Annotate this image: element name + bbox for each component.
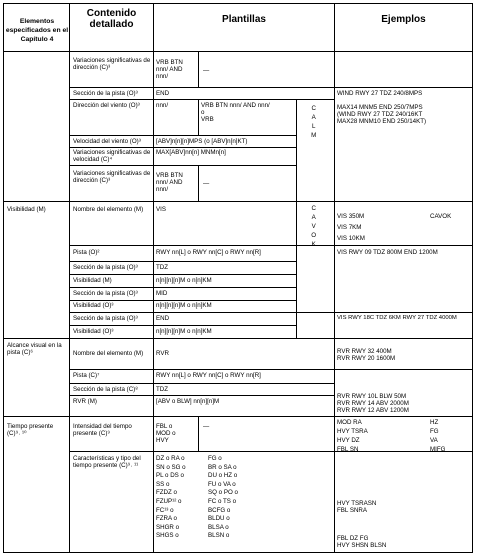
frame-top — [3, 3, 473, 4]
wind-dir-template-a: nnn/ — [156, 102, 169, 109]
wx-intensity-dash: — — [203, 423, 210, 430]
wind-speed-template: [ABV]n[n][n]MPS (o [ABV]n[n]KT) — [156, 138, 248, 145]
sep-rvr-wx — [3, 416, 473, 417]
rvr-name-label: Nombre del elemento (M) — [73, 350, 144, 357]
vis-example-5: VIS RWY 18C TDZ 6KM RWY 27 TDZ 4000M — [337, 315, 457, 321]
wind-example-1: WIND RWY 27 TDZ 240/8MPS — [337, 90, 423, 97]
wind-var-speed-label: Variaciones significativas de velocidad (C)⁴ — [73, 149, 151, 164]
wind-sec-pista-template: END — [156, 90, 170, 97]
vis-sec3-template: END — [156, 315, 170, 322]
vis-name-label: Nombre del elemento (M) — [73, 206, 144, 213]
vis-example-cavok: CAVOK — [430, 213, 452, 220]
wind-var-dir-1-label: Variaciones significativas de dirección (C)³ — [73, 57, 151, 72]
sep-vis-rvr — [3, 338, 473, 339]
vis-element-label: Visibilidad (M) — [7, 206, 46, 213]
document-table — [3, 3, 473, 553]
vis-name-template: VIS — [156, 206, 166, 213]
wx-dash-line — [198, 417, 199, 451]
wind-row-line — [69, 165, 296, 166]
rvr-sec-template: TDZ — [156, 386, 169, 393]
rvr-element-label: Alcance visual en la pista (C)⁶ — [7, 342, 62, 357]
wind-row-line — [69, 147, 296, 148]
wind-dash-line — [198, 165, 199, 201]
vis-vis1-label: Visibilidad (M) — [73, 277, 112, 284]
vis-row-line — [69, 325, 296, 326]
wx-example-4: FBL SN — [337, 446, 359, 453]
vis-sec2-template: MID — [156, 290, 168, 297]
wx-example-2: HVY TSRA — [337, 428, 368, 435]
vis-row-line — [69, 261, 296, 262]
wx-example-6: FBL DZ FG HVY SHSN BLSN — [337, 535, 387, 550]
wind-var-dir-2-template: VRB BTN nnn/ AND nnn/ — [156, 172, 183, 194]
wind-row-line — [69, 87, 473, 88]
header-elements: Elementos especificados en el Capítulo 4 — [5, 18, 69, 43]
wind-sec-pista-label: Sección de la pista (O)³ — [73, 90, 138, 97]
rvr-rvr-label: RVR (M) — [73, 398, 97, 405]
vis-sec3-label: Sección de la pista (O)³ — [73, 315, 138, 322]
col-sep-2 — [153, 3, 154, 553]
wind-dir-template-b: VRB BTN nnn/ AND nnn/ o VRB — [201, 102, 270, 124]
wx-row-line — [69, 451, 473, 452]
wx-char-label: Características y tipo del tiempo presente (C)⁹˒ ¹¹ — [73, 455, 141, 470]
frame-right — [472, 3, 473, 553]
rvr-pista-template: RWY nn[L] o RWY nn[C] o RWY nn[R] — [156, 372, 261, 379]
rvr-example-2: RVR RWY 10L BLW 50M RVR RWY 14 ABV 2000M RVR RWY 12 ABV 1200M — [337, 393, 409, 415]
vis-row-line — [69, 300, 296, 301]
vis-row-line — [69, 312, 473, 313]
wx-char-col-b: FG o BR o SA o DU o HZ o FU o VA o SQ o PO o FC o TS o BCFG o BLDU o BLSA o BLSN o — [208, 455, 238, 540]
header-templates: Plantillas — [222, 14, 266, 25]
rvr-pista-label: Pista (C)⁷ — [73, 372, 100, 379]
wind-var-dir-1-dash: — — [203, 67, 210, 74]
wind-var-dir-2-dash: — — [203, 180, 210, 187]
vis-pista-template: RWY nn[L] o RWY nn[C] o RWY nn[R] — [156, 249, 261, 256]
vis-example-3: VIS 10KM — [337, 235, 365, 242]
wind-var-dir-2-label: Variaciones significativas de dirección (C)³ — [73, 170, 151, 185]
wx-example-2b: FG — [430, 428, 439, 435]
wx-intensity-template: FBL o MOD o HVY — [156, 423, 176, 445]
wx-example-3b: VA — [430, 437, 438, 444]
wind-var-speed-template: MAX[ABV]nn[n] MNMn[n] — [156, 149, 226, 156]
rvr-row-line — [69, 369, 473, 370]
sep-wind-vis — [3, 201, 473, 202]
vis-sec1-template: TDZ — [156, 264, 169, 271]
rvr-sec-label: Sección de la pista (C)⁸ — [73, 386, 138, 393]
rvr-row-line — [69, 395, 334, 396]
wind-dir-label: Dirección del viento (O)³ — [73, 102, 140, 109]
vis-vis3-template: n[n][n][n]M o n[n]KM — [156, 328, 212, 335]
wx-example-4b: MIFG — [430, 446, 446, 453]
vis-example-1: VIS 350M — [337, 213, 365, 220]
vis-vis1-template: n[n][n][n]M o n[n]KM — [156, 277, 212, 284]
rvr-example-1: RVR RWY 32 400M RVR RWY 20 1600M — [337, 348, 396, 363]
vis-cavok-line — [296, 202, 297, 338]
wx-char-col-a: DZ o RA o SN o SG o PL o DS o SS o FZDZ o FZUP¹² o FC¹³ o FZRA o SHGR o SHGS o — [156, 455, 186, 540]
wind-calm-line — [296, 99, 297, 201]
vis-row-line — [69, 245, 473, 246]
vis-vis3-label: Visibilidad (O)³ — [73, 328, 114, 335]
wind-dash-line — [198, 52, 199, 87]
wx-intensity-label: Intensidad del tiempo presente (C)⁹ — [73, 423, 132, 438]
wind-row-line — [69, 135, 296, 136]
rvr-row-line — [69, 383, 334, 384]
rvr-name-template: RVR — [156, 350, 169, 357]
frame-bottom — [3, 552, 473, 553]
wx-example-3: HVY DZ — [337, 437, 360, 444]
wind-var-dir-1-template: VRB BTN nnn/ AND nnn/ — [156, 59, 183, 81]
vis-pista-label: Pista (O)² — [73, 249, 100, 256]
header-content: Contenido detallado — [86, 8, 137, 30]
wind-speed-label: Velocidad del viento (O)³ — [73, 138, 141, 145]
wind-sub-line — [198, 99, 199, 135]
wind-example-2: MAX14 MNM5 END 250/7MPS (WIND RWY 27 TDZ 240/16KT MAX28 MNM10 END 250/14KT) — [337, 104, 427, 126]
vis-vis2-template: n[n][n][n]M o n[n]KM — [156, 302, 212, 309]
vis-sec2-label: Sección de la pista (O)³ — [73, 290, 138, 297]
wx-element-label: Tiempo presente (C)⁹˒ ¹⁰ — [7, 423, 54, 438]
wind-row-line — [69, 99, 334, 100]
col-sep-1 — [69, 3, 70, 553]
col-sep-3 — [334, 3, 335, 553]
wx-example-1: MOD RA — [337, 419, 362, 426]
vis-vis2-label: Visibilidad (O)³ — [73, 302, 114, 309]
frame-left — [3, 3, 4, 553]
wind-calm: CALM — [310, 105, 318, 141]
header-bottom — [3, 51, 473, 52]
vis-example-2: VIS 7KM — [337, 224, 362, 231]
header-examples: Ejemplos — [381, 14, 426, 25]
vis-row-line — [69, 287, 296, 288]
vis-example-4: VIS RWY 09 TDZ 800M END 1200M — [337, 249, 438, 256]
rvr-rvr-template: [ABV o BLW] nn[n][n]M — [156, 398, 220, 405]
vis-cavok: CAVOK — [310, 205, 318, 250]
vis-sec1-label: Sección de la pista (O)³ — [73, 264, 138, 271]
wx-example-5: HVY TSRASN FBL SNRA — [337, 500, 377, 515]
vis-row-line — [69, 274, 296, 275]
wx-example-1b: HZ — [430, 419, 439, 426]
